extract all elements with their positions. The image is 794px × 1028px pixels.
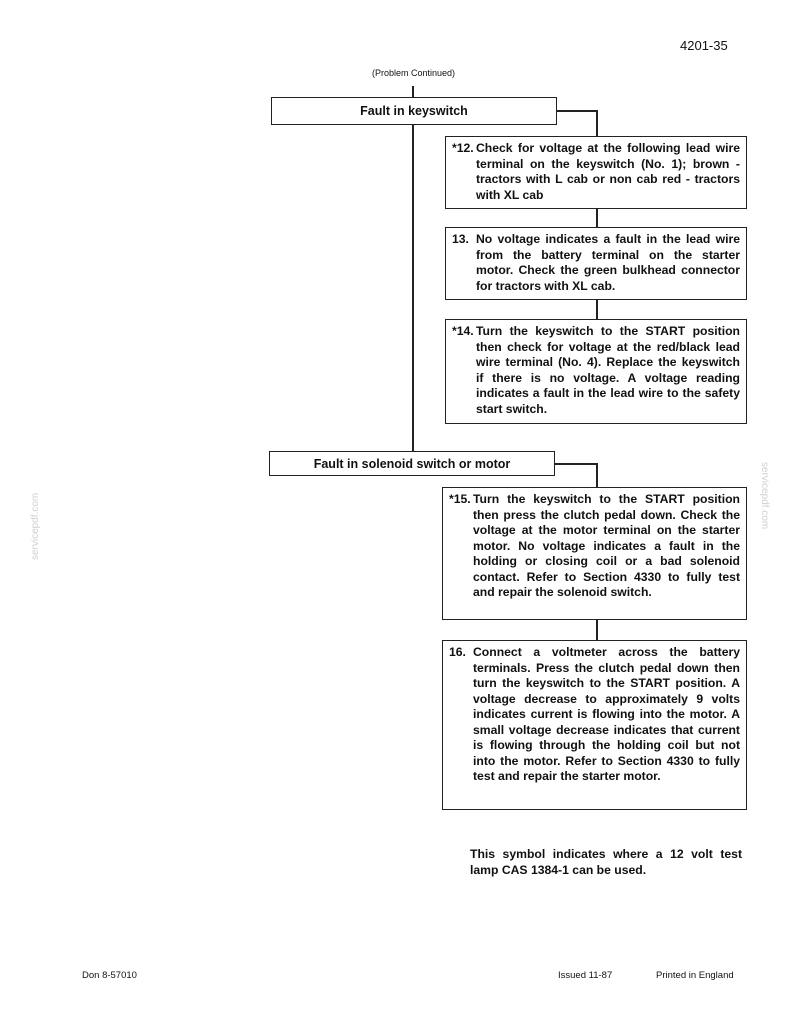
connector-line bbox=[554, 463, 596, 465]
step-14-box bbox=[445, 319, 747, 424]
connector-line bbox=[596, 620, 598, 640]
step-text: Check for voltage at the following lead wire terminal on the keyswitch (No. 1); brown - tractors with L cab or non cab red - tractors with XL cab bbox=[476, 141, 740, 202]
connector-line bbox=[556, 110, 596, 112]
test-lamp-note: This symbol indicates where a 12 volt test lamp CAS 1384-1 can be used. bbox=[470, 847, 742, 877]
step-text: Turn the keyswitch to the START position then press the clutch pedal down. Check the voltage at the motor terminal on the starter motor. No voltage indicates a fault in the holding or closing coil or a bad solenoid contact. Refer to Section 4330 to fully test and repair the solenoid switch. bbox=[473, 492, 740, 599]
connector-line bbox=[596, 300, 598, 319]
connector-line bbox=[412, 124, 414, 452]
step-number: 16. bbox=[449, 645, 466, 659]
step-number: *14. bbox=[452, 324, 474, 338]
step-number: 13. bbox=[452, 232, 469, 246]
fault-solenoid-box bbox=[269, 451, 555, 476]
step-number: *12. bbox=[452, 141, 474, 155]
fault-solenoid-label: Fault in solenoid switch or motor bbox=[313, 456, 511, 471]
step-13-box bbox=[445, 227, 747, 300]
problem-continued-label: (Problem Continued) bbox=[372, 68, 456, 78]
step-text: No voltage indicates a fault in the lead wire from the battery terminal on the starter motor. Check the green bulkhead connector for tractors with XL cab. bbox=[476, 232, 740, 293]
connector-line bbox=[596, 463, 598, 487]
issued-date: Issued 11-87 bbox=[558, 970, 613, 981]
document-code: Don 8-57010 bbox=[82, 970, 137, 981]
step-16-box bbox=[442, 640, 747, 810]
connector-line bbox=[412, 86, 414, 97]
printed-location: Printed in England bbox=[656, 970, 734, 981]
watermark-left: servicepdf.com bbox=[30, 492, 41, 560]
connector-line bbox=[596, 110, 598, 136]
fault-keyswitch-label: Fault in keyswitch bbox=[360, 104, 468, 118]
step-12-box bbox=[445, 136, 747, 209]
page-number: 4201-35 bbox=[680, 38, 728, 53]
fault-keyswitch-box bbox=[271, 97, 557, 125]
step-number: *15. bbox=[449, 492, 471, 506]
step-text: Connect a voltmeter across the battery terminals. Press the clutch pedal down then turn the keyswitch to the START position. A voltage decrease to approximately 9 volts indicates current is flowing into the motor. A small voltage decrease indicates that current is flowing through the holding coil but not into the motor. Refer to Section 4330 to fully test and repair the starter motor. bbox=[473, 645, 740, 783]
connector-line bbox=[596, 209, 598, 227]
step-15-box bbox=[442, 487, 747, 620]
step-text: Turn the keyswitch to the START position then check for voltage at the red/black lead wire terminal (No. 4). Replace the keyswitch if there is no voltage. A voltage reading indicates a fault in the lead wire to the safety start switch. bbox=[476, 324, 740, 416]
watermark-right: servicepdf.com bbox=[759, 462, 770, 530]
